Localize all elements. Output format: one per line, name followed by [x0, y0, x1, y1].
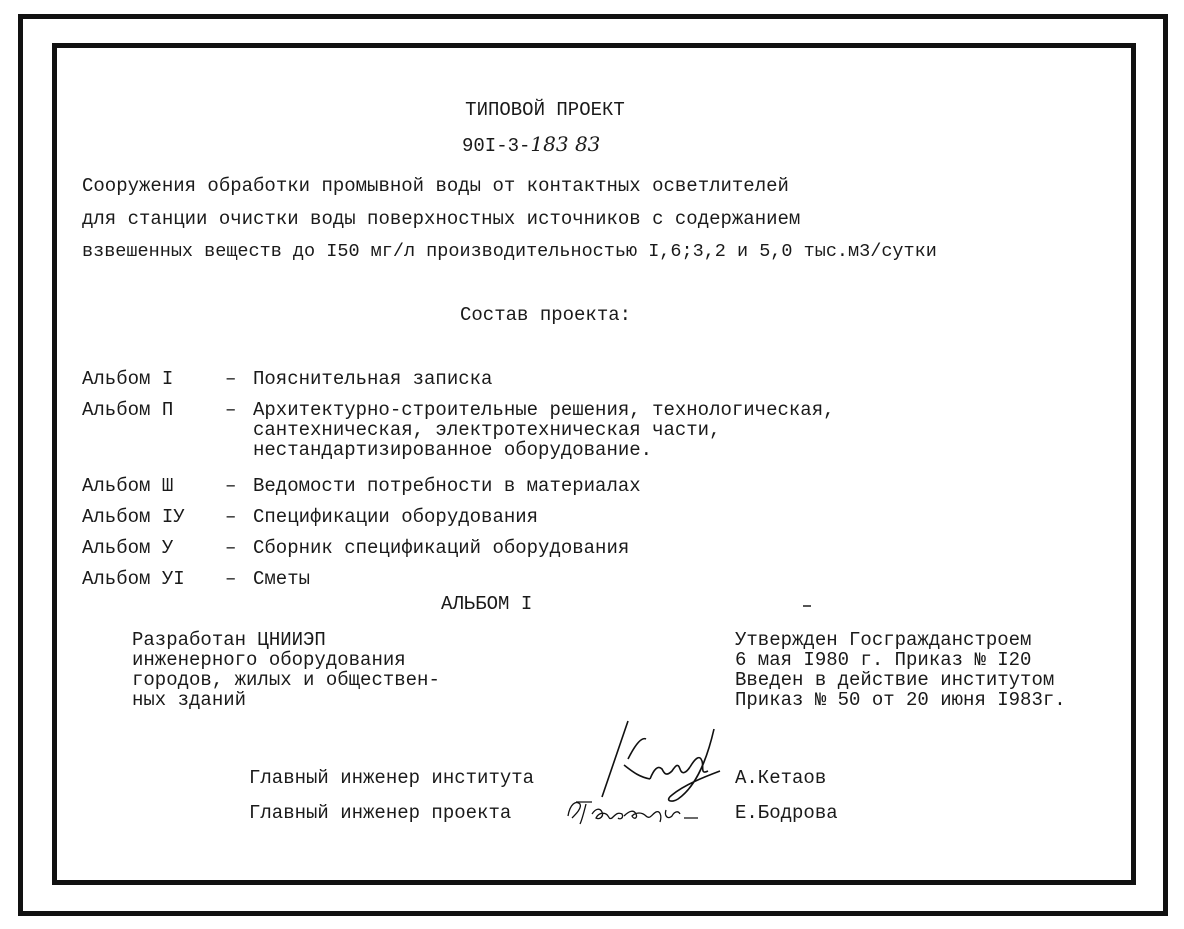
- album-label: Альбом IУ: [82, 506, 185, 528]
- project-number-handwritten: 183 83: [530, 132, 601, 156]
- developer-line: Разработан ЦНИИЭП: [132, 629, 326, 651]
- developer-line: городов, жилых и обществен-: [132, 669, 440, 691]
- album-dash: –: [225, 368, 237, 390]
- album-dash: –: [225, 399, 237, 421]
- album-desc: Сметы: [253, 568, 311, 590]
- signature-name: Е.Бодрова: [735, 802, 838, 824]
- album-dash: –: [225, 475, 237, 497]
- signature-name: А.Кетаов: [735, 767, 827, 789]
- album-desc: Ведомости потребности в материалах: [253, 475, 641, 497]
- signature-role: Главный инженер проекта: [249, 802, 512, 824]
- album-desc: нестандартизированное оборудование.: [253, 439, 653, 461]
- composition-title: Состав проекта:: [460, 304, 632, 326]
- description-line: взвешенных веществ до I50 мг/л производительностью I,6;3,2 и 5,0 тыс.м3/сутки: [82, 241, 937, 262]
- album-dash: –: [225, 537, 237, 559]
- signature-role: Главный инженер института: [249, 767, 535, 789]
- album-dash: –: [225, 506, 237, 528]
- album-desc: сантехническая, электротехническая части,: [253, 419, 721, 441]
- album-dash: –: [225, 568, 237, 590]
- album-desc: Сборник спецификаций оборудования: [253, 537, 630, 559]
- description-line: для станции очистки воды поверхностных источников с содержанием: [82, 208, 801, 230]
- album-desc: Архитектурно-строительные решения, технологическая,: [253, 399, 835, 421]
- album-desc: Пояснительная записка: [253, 368, 493, 390]
- album-label: Альбом П: [82, 399, 174, 421]
- signature-chief-engineer-project: [562, 794, 712, 830]
- developer-line: ных зданий: [132, 689, 247, 711]
- album-label: Альбом У: [82, 537, 174, 559]
- album-desc: Спецификации оборудования: [253, 506, 539, 528]
- developer-line: инженерного оборудования: [132, 649, 406, 671]
- approval-line: Введен в действие институтом: [735, 669, 1055, 691]
- album-label: Альбом Ш: [82, 475, 174, 497]
- album-label: Альбом УI: [82, 568, 185, 590]
- album-label: Альбом I: [82, 368, 174, 390]
- album-title: АЛЬБОМ I: [441, 593, 533, 615]
- project-title: ТИПОВОЙ ПРОЕКТ: [465, 99, 625, 121]
- approval-line: 6 мая I980 г. Приказ № I20: [735, 649, 1032, 671]
- stray-mark: [803, 605, 811, 607]
- description-line: Сооружения обработки промывной воды от контактных осветлителей: [82, 175, 789, 197]
- project-number: [462, 134, 600, 156]
- approval-line: Приказ № 50 от 20 июня I983г.: [735, 689, 1066, 711]
- signature-chief-engineer-institute: [580, 715, 740, 805]
- approval-line: Утвержден Госгражданстроем: [735, 629, 1032, 651]
- project-number-printed: 90I-3-: [462, 135, 531, 157]
